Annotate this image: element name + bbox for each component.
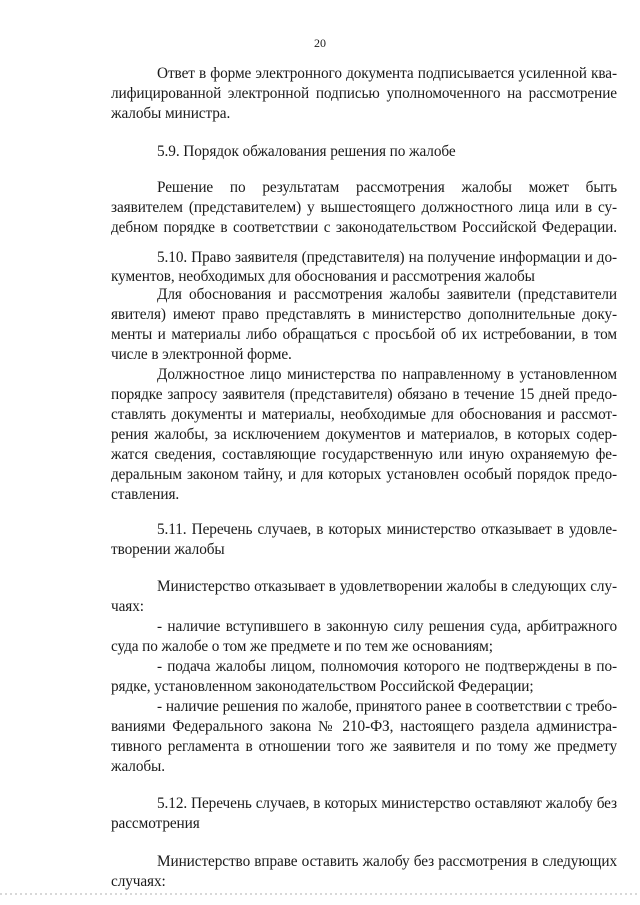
text-line: менты и материалы либо обращаться с просьбой об их истребовании, в том <box>111 326 617 343</box>
scan-edge-artifact <box>0 893 640 895</box>
text-line: Для обоснования и рассмотрения жалобы заявители (представители <box>157 286 617 303</box>
list-item: - наличие решения по жалобе, принятого ранее в соответствии с требо- <box>157 698 617 715</box>
text-line: ставления. <box>111 486 180 503</box>
text-line: рения жалобы, за исключением документов и материалов, в которых содер- <box>111 426 617 443</box>
text-line: Министерство вправе оставить жалобу без рассмотрения в следующих <box>157 853 617 870</box>
section-heading-5-12-cont: рассмотрения <box>111 815 200 832</box>
section-heading-5-10-cont: кументов, необходимых для обоснования и рассмотрения жалобы <box>111 268 535 285</box>
list-item-cont: тивного регламента в отношении того же заявителя и по тому же предмету <box>111 738 617 755</box>
text-line: Должностное лицо министерства по направленному в установленном <box>157 366 617 383</box>
text-line: заявителем (представителем) у вышестоящего должностного лица или в су- <box>111 199 617 216</box>
text-line: дебном порядке в соответствии с законодательством Российской Федерации. <box>111 219 617 236</box>
list-item-cont: суда по жалобе о том же предмете и по тем же основаниям; <box>111 638 493 655</box>
page-number: 20 <box>314 36 326 50</box>
text-line: Министерство отказывает в удовлетворении жалобы в следующих слу- <box>157 578 617 595</box>
text-line: порядке запросу заявителя (представителя) обязано в течение 15 дней предо- <box>111 386 617 403</box>
section-heading-5-9: 5.9. Порядок обжалования решения по жалобе <box>157 143 456 160</box>
text-line: ставлять документы и материалы, необходимые для обоснования и рассмот- <box>111 406 617 423</box>
text-line: деральным законом тайну, и для которых установлен особый порядок предо- <box>111 466 617 483</box>
text-line: числе в электронной форме. <box>111 346 292 363</box>
text-line: лифицированной электронной подписью уполномоченного на рассмотрение <box>111 85 617 102</box>
text-line: Ответ в форме электронного документа подписывается усиленной ква- <box>157 65 617 82</box>
text-line: явителя) имеют право представлять в министерство дополнительные доку- <box>111 306 617 323</box>
text-line: Решение по результатам рассмотрения жалобы может быть <box>157 179 617 196</box>
text-line: случаях: <box>111 873 166 890</box>
text-line: жатся сведения, составляющие государственную или иную охраняемую фе- <box>111 446 617 463</box>
list-item-cont: ваниями Федерального закона № 210-ФЗ, настоящего раздела администра- <box>111 718 617 735</box>
section-heading-5-11: 5.11. Перечень случаев, в которых министерство отказывает в удовле- <box>157 521 617 538</box>
section-heading-5-12: 5.12. Перечень случаев, в которых министерство оставляют жалобу без <box>157 795 617 812</box>
section-heading-5-11-cont: творении жалобы <box>111 541 225 558</box>
text-line: жалобы министра. <box>111 105 231 122</box>
text-line: чаях: <box>111 598 144 615</box>
list-item: - наличие вступившего в законную силу решения суда, арбитражного <box>157 618 617 635</box>
list-item-cont: рядке, установленном законодательством Российской Федерации; <box>111 678 534 695</box>
section-heading-5-10: 5.10. Право заявителя (представителя) на получение информации и до- <box>157 249 617 266</box>
list-item: - подача жалобы лицом, полномочия которого не подтверждены в по- <box>157 658 617 675</box>
list-item-cont: жалобы. <box>111 758 165 775</box>
